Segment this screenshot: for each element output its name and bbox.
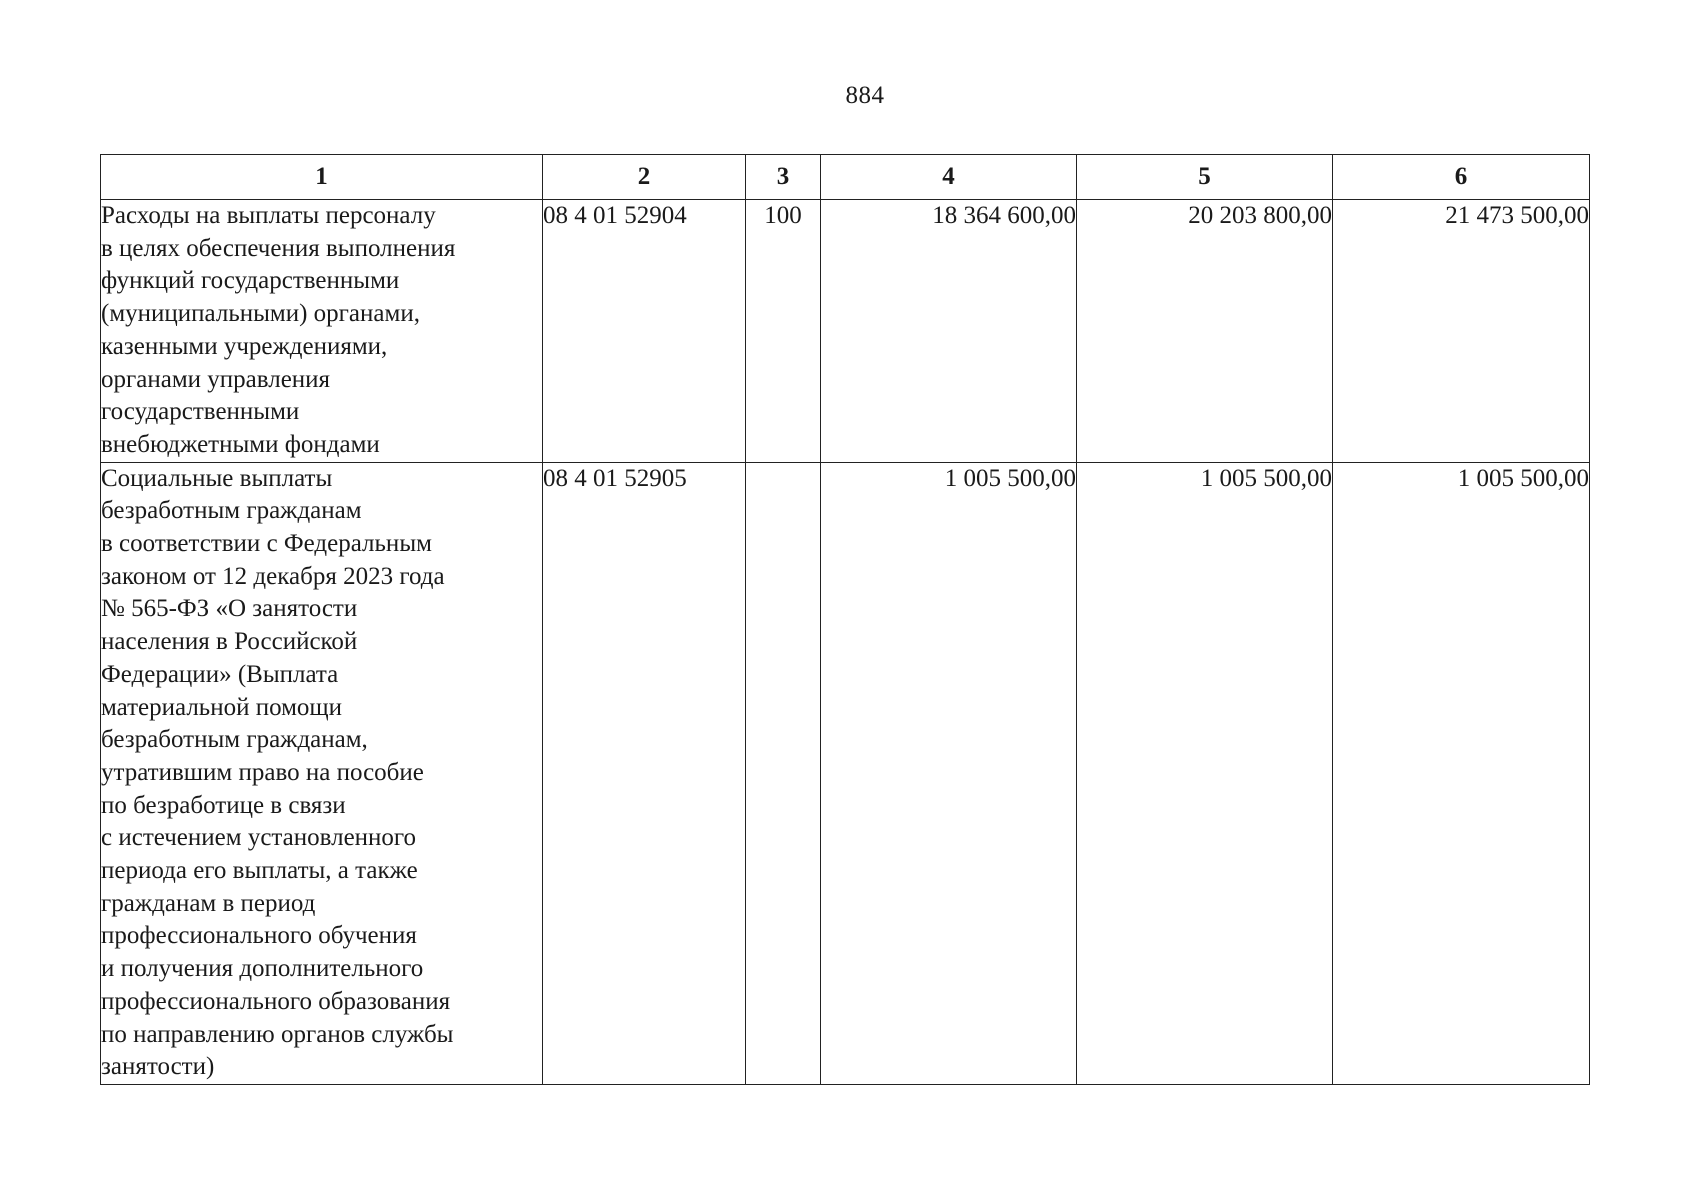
expense-name-line: государственными [101, 398, 300, 426]
amount-col-5-cell: 20 203 800,00 [1077, 200, 1333, 463]
amount-col-4-cell: 1 005 500,00 [821, 462, 1077, 1084]
expense-name-line: по направлению органов службы [101, 1020, 454, 1048]
expense-name-cell [101, 462, 543, 1084]
expense-name-line: Расходы на выплаты персоналу [101, 202, 436, 229]
expense-name-cell [101, 200, 543, 463]
budget-table [100, 154, 1590, 1085]
header-col-2: 2 [543, 155, 746, 200]
expense-name-line: казенными учреждениями, [101, 332, 388, 360]
header-col-6: 6 [1333, 155, 1590, 200]
expense-name-line: занятости) [101, 1053, 215, 1081]
expense-name-line: органами управления [101, 365, 331, 393]
amount-col-6-cell: 1 005 500,00 [1333, 462, 1590, 1084]
target-code-cell: 08 4 01 52905 [543, 462, 746, 1084]
expense-name-line: периода его выплаты, а также [101, 857, 418, 885]
amount-col-5-cell: 1 005 500,00 [1077, 462, 1333, 1084]
expense-name-line: в целях обеспечения выполнения [101, 234, 456, 262]
expense-name-line: Федерации» (Выплата [101, 660, 339, 688]
expense-name-line: безработным гражданам [101, 497, 362, 525]
expense-type-cell: 100 [746, 200, 821, 463]
table-header-row [101, 155, 1590, 200]
header-col-5: 5 [1077, 155, 1333, 200]
expense-name-line: материальной помощи [101, 693, 343, 721]
amount-col-4-cell: 18 364 600,00 [821, 200, 1077, 463]
header-col-1: 1 [101, 155, 543, 200]
expense-name-line: № 565-ФЗ «О занятости [101, 595, 358, 623]
expense-name-line: в соответствии с Федеральным [101, 530, 432, 558]
expense-name-line: с истечением установленного [101, 824, 417, 852]
header-col-4: 4 [821, 155, 1077, 200]
expense-name-line: гражданам в период [101, 889, 316, 917]
expense-name-line: Социальные выплаты [101, 464, 333, 492]
expense-name-line: утратившим право на пособие [101, 758, 424, 786]
expense-name-line: и получения дополнительного [101, 955, 424, 983]
expense-name-line: профессионального обучения [101, 922, 417, 950]
expense-name-line: функций государственными [101, 267, 400, 295]
table-row [101, 200, 1590, 463]
header-col-3: 3 [746, 155, 821, 200]
expense-type-cell [746, 462, 821, 1084]
target-code-cell: 08 4 01 52904 [543, 200, 746, 463]
page-number: 884 [845, 82, 885, 109]
amount-col-6-cell: 21 473 500,00 [1333, 200, 1590, 463]
expense-name-line: по безработице в связи [101, 791, 346, 819]
expense-name-line: внебюджетными фондами [101, 430, 380, 458]
expense-name-line: профессионального образования [101, 987, 451, 1015]
expense-name-line: населения в Российской [101, 628, 358, 656]
expense-name-line: законом от 12 декабря 2023 года [101, 562, 445, 590]
expense-name-line: безработным гражданам, [101, 726, 368, 754]
table-row [101, 462, 1590, 1084]
expense-name-line: (муниципальными) органами, [101, 300, 420, 328]
